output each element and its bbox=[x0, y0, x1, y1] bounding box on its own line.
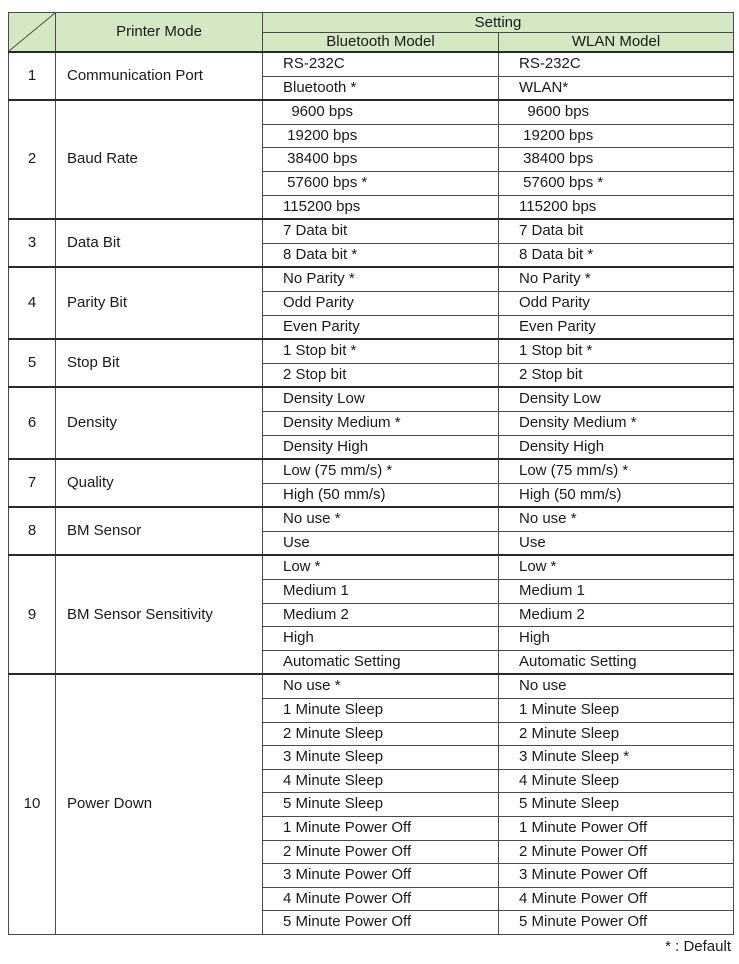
table-row bbox=[9, 219, 734, 243]
bluetooth-setting-cell: 9600 bps bbox=[263, 100, 499, 124]
mode-number: 10 bbox=[9, 674, 56, 934]
wlan-setting-cell: 38400 bps bbox=[499, 148, 734, 172]
wlan-setting-cell: 2 Minute Power Off bbox=[499, 840, 734, 864]
wlan-setting-cell: Even Parity bbox=[499, 315, 734, 339]
bluetooth-setting-cell: 2 Minute Sleep bbox=[263, 722, 499, 746]
mode-number: 6 bbox=[9, 387, 56, 459]
mode-number: 4 bbox=[9, 267, 56, 339]
wlan-setting-cell: Medium 1 bbox=[499, 580, 734, 604]
wlan-setting-cell: Medium 2 bbox=[499, 603, 734, 627]
wlan-setting-cell: 4 Minute Sleep bbox=[499, 769, 734, 793]
bluetooth-setting-cell: Medium 2 bbox=[263, 603, 499, 627]
wlan-setting-cell: 4 Minute Power Off bbox=[499, 887, 734, 911]
mode-name: Communication Port bbox=[56, 52, 263, 100]
mode-number: 5 bbox=[9, 339, 56, 387]
wlan-setting-cell: 3 Minute Power Off bbox=[499, 864, 734, 888]
wlan-setting-cell: No use bbox=[499, 674, 734, 698]
bluetooth-setting-cell: Density Medium * bbox=[263, 411, 499, 435]
bluetooth-setting-cell: 19200 bps bbox=[263, 124, 499, 148]
bluetooth-setting-cell: 7 Data bit bbox=[263, 219, 499, 243]
bluetooth-setting-cell: Even Parity bbox=[263, 315, 499, 339]
bluetooth-setting-cell: RS-232C bbox=[263, 52, 499, 76]
bluetooth-setting-cell: Bluetooth * bbox=[263, 76, 499, 100]
bluetooth-setting-cell: Medium 1 bbox=[263, 580, 499, 604]
bluetooth-setting-cell: Density Low bbox=[263, 387, 499, 411]
printer-mode-header: Printer Mode bbox=[56, 13, 263, 53]
wlan-setting-cell: Use bbox=[499, 531, 734, 555]
bluetooth-setting-cell: 4 Minute Power Off bbox=[263, 887, 499, 911]
wlan-setting-cell: No Parity * bbox=[499, 267, 734, 291]
wlan-setting-cell: RS-232C bbox=[499, 52, 734, 76]
mode-name: Data Bit bbox=[56, 219, 263, 267]
bluetooth-setting-cell: No Parity * bbox=[263, 267, 499, 291]
wlan-setting-cell: High (50 mm/s) bbox=[499, 483, 734, 507]
bluetooth-setting-cell: No use * bbox=[263, 674, 499, 698]
table-row bbox=[9, 100, 734, 124]
wlan-setting-cell: 115200 bps bbox=[499, 195, 734, 219]
mode-number: 2 bbox=[9, 100, 56, 219]
wlan-setting-cell: Density Low bbox=[499, 387, 734, 411]
mode-number: 9 bbox=[9, 555, 56, 674]
wlan-setting-cell: 8 Data bit * bbox=[499, 243, 734, 267]
wlan-setting-cell: 5 Minute Sleep bbox=[499, 793, 734, 817]
mode-number: 1 bbox=[9, 52, 56, 100]
bluetooth-setting-cell: 57600 bps * bbox=[263, 171, 499, 195]
bluetooth-model-header: Bluetooth Model bbox=[263, 33, 499, 53]
table-row bbox=[9, 339, 734, 363]
mode-name: BM Sensor bbox=[56, 507, 263, 555]
table-row bbox=[9, 674, 734, 698]
wlan-setting-cell: 1 Minute Power Off bbox=[499, 817, 734, 841]
mode-name: BM Sensor Sensitivity bbox=[56, 555, 263, 674]
bluetooth-setting-cell: 38400 bps bbox=[263, 148, 499, 172]
bluetooth-setting-cell: Automatic Setting bbox=[263, 650, 499, 674]
wlan-setting-cell: High bbox=[499, 627, 734, 651]
bluetooth-setting-cell: Odd Parity bbox=[263, 291, 499, 315]
bluetooth-setting-cell: 5 Minute Power Off bbox=[263, 911, 499, 935]
wlan-setting-cell: 2 Stop bit bbox=[499, 363, 734, 387]
wlan-setting-cell: 5 Minute Power Off bbox=[499, 911, 734, 935]
mode-name: Parity Bit bbox=[56, 267, 263, 339]
wlan-setting-cell: 7 Data bit bbox=[499, 219, 734, 243]
bluetooth-setting-cell: Use bbox=[263, 531, 499, 555]
mode-name: Baud Rate bbox=[56, 100, 263, 219]
wlan-setting-cell: 57600 bps * bbox=[499, 171, 734, 195]
wlan-setting-cell: Low * bbox=[499, 555, 734, 579]
setting-header: Setting bbox=[263, 13, 734, 33]
wlan-setting-cell: 1 Stop bit * bbox=[499, 339, 734, 363]
wlan-setting-cell: Low (75 mm/s) * bbox=[499, 459, 734, 483]
wlan-setting-cell: 1 Minute Sleep bbox=[499, 699, 734, 723]
mode-name: Quality bbox=[56, 459, 263, 507]
wlan-setting-cell: 19200 bps bbox=[499, 124, 734, 148]
wlan-setting-cell: Automatic Setting bbox=[499, 650, 734, 674]
wlan-setting-cell: No use * bbox=[499, 507, 734, 531]
mode-number: 7 bbox=[9, 459, 56, 507]
table-row bbox=[9, 507, 734, 531]
table-row bbox=[9, 387, 734, 411]
bluetooth-setting-cell: Low * bbox=[263, 555, 499, 579]
bluetooth-setting-cell: 5 Minute Sleep bbox=[263, 793, 499, 817]
wlan-setting-cell: 9600 bps bbox=[499, 100, 734, 124]
diagonal-line-icon bbox=[9, 13, 55, 51]
table-header bbox=[9, 13, 734, 53]
bluetooth-setting-cell: Density High bbox=[263, 435, 499, 459]
wlan-setting-cell: Density Medium * bbox=[499, 411, 734, 435]
wlan-setting-cell: Odd Parity bbox=[499, 291, 734, 315]
bluetooth-setting-cell: 3 Minute Sleep bbox=[263, 746, 499, 770]
table-row bbox=[9, 52, 734, 76]
wlan-setting-cell: 3 Minute Sleep * bbox=[499, 746, 734, 770]
bluetooth-setting-cell: High (50 mm/s) bbox=[263, 483, 499, 507]
table-row bbox=[9, 267, 734, 291]
bluetooth-setting-cell: 1 Minute Power Off bbox=[263, 817, 499, 841]
default-note: * : Default bbox=[665, 938, 731, 955]
table-row bbox=[9, 459, 734, 483]
bluetooth-setting-cell: No use * bbox=[263, 507, 499, 531]
bluetooth-setting-cell: 2 Minute Power Off bbox=[263, 840, 499, 864]
corner-cell bbox=[9, 13, 56, 53]
mode-number: 3 bbox=[9, 219, 56, 267]
bluetooth-setting-cell: 2 Stop bit bbox=[263, 363, 499, 387]
bluetooth-setting-cell: Low (75 mm/s) * bbox=[263, 459, 499, 483]
wlan-setting-cell: WLAN* bbox=[499, 76, 734, 100]
bluetooth-setting-cell: 4 Minute Sleep bbox=[263, 769, 499, 793]
bluetooth-setting-cell: 3 Minute Power Off bbox=[263, 864, 499, 888]
settings-table bbox=[8, 12, 734, 935]
bluetooth-setting-cell: 1 Minute Sleep bbox=[263, 699, 499, 723]
bluetooth-setting-cell: 1 Stop bit * bbox=[263, 339, 499, 363]
bluetooth-setting-cell: 8 Data bit * bbox=[263, 243, 499, 267]
mode-name: Density bbox=[56, 387, 263, 459]
mode-name: Power Down bbox=[56, 674, 263, 934]
mode-name: Stop Bit bbox=[56, 339, 263, 387]
wlan-setting-cell: 2 Minute Sleep bbox=[499, 722, 734, 746]
bluetooth-setting-cell: High bbox=[263, 627, 499, 651]
wlan-model-header: WLAN Model bbox=[499, 33, 734, 53]
wlan-setting-cell: Density High bbox=[499, 435, 734, 459]
table-row bbox=[9, 555, 734, 579]
bluetooth-setting-cell: 115200 bps bbox=[263, 195, 499, 219]
table-body bbox=[9, 52, 734, 934]
mode-number: 8 bbox=[9, 507, 56, 555]
